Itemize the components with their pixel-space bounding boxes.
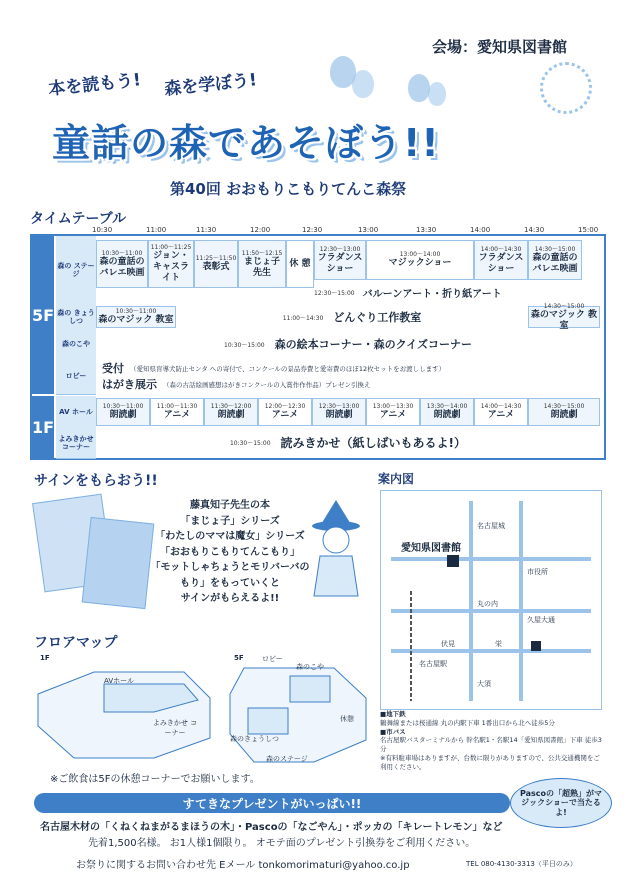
access-title: ■地下鉄 [380,710,406,718]
time-label: 11:00 [146,226,167,234]
event-name: アニメ [163,410,191,421]
event-name: バルーンアート・折り紙アート [362,288,502,300]
event-name: アニメ [379,410,407,421]
event-name: 朗読劇 [217,410,245,421]
sign-line: 藤真知子先生の本 [190,500,270,511]
map-label: 名古屋城 [477,522,505,530]
event-time: 12:30～13:00 [319,245,361,253]
map-rest: 休憩 [340,715,354,723]
sign-line: 「まじょ子」シリーズ [180,515,280,527]
floor-1f: 1F [32,396,54,458]
sign-heading: サインをもらおう!! [34,473,158,489]
av-event [150,398,204,426]
time-label: 12:30 [302,226,323,234]
map-label: 丸の内 [477,600,498,608]
av-event [420,398,474,426]
balloon-icon [428,82,446,106]
contact-email: お祭りに関するお問い合わせ先 Eメール tonkomorimaturi@yahoo.co.jp [76,860,410,871]
guide-map [380,490,602,710]
event-name: アニメ [271,410,299,421]
map-label: 栄 [495,640,502,648]
event-time: 10:30～11:00 [115,308,157,315]
event-name: 朗読劇 [109,410,137,421]
event-name: 森の童話の バレエ映画 [99,256,145,278]
event-name: マジックショー [388,258,452,269]
present-banner-text: すてきなプレゼントがいっぱい!! [182,796,362,811]
event-time: 13:30～14:00 [426,403,468,410]
access-detail: 名古屋駅バスターミナルから 幹名駅1・名駅14「愛知県図書館」下車 徒歩3分 [380,736,602,754]
catchphrase-2: 森を学ぼう! [163,70,258,100]
floor-5f: 5F [32,236,54,394]
event-time: 11:30～12:00 [210,403,252,410]
room-kyoshitsu: 森の きょうしつ [56,304,96,331]
time-label: 10:30 [92,226,113,234]
time-label: 14:30 [524,226,545,234]
map-av-hall: AVホール [104,677,134,685]
av-event [528,398,600,426]
av-event [96,398,150,426]
stage-event [314,240,366,280]
event-name: 森のマジック 教室 [530,309,598,331]
pasco-text: Pascoの「超熟」がマジックショーで当たるよ! [519,788,603,817]
event-time: 14:30～15:00 [543,403,585,410]
event-name: フラダンス ショー [478,252,524,274]
guide-heading: 案内図 [378,472,415,486]
event-time: 14:30～15:00 [534,245,576,253]
stage-event [474,240,528,280]
food-note: ※ご飲食は5Fの休憩コーナーでお願いします。 [50,774,260,785]
event-time: 11:00～14:30 [282,314,324,322]
witch-illustration [306,500,366,600]
present-line-2: 先着1,500名様。 お1人様1個限り。 オモテ面のプレゼント引換券をご利用ください。 [88,838,476,849]
access-detail: 鶴舞線または桜通線 丸の内駅下車 1番出口から北へ徒歩5分 [380,718,555,727]
stage-event [194,240,238,288]
event-time: 12:00～12:30 [264,403,306,410]
event-time: 11:50～12:15 [241,249,283,257]
event-name: フラダンス ショー [317,252,363,274]
event-time: 10:30～15:00 [224,341,265,349]
event-note: （愛知県盲導犬防止センタ への寄付で、コンクールの景品券費と愛寄費のほぼ12枚セットをお渡しします） [130,364,446,373]
stage-event [528,240,582,280]
balloon-icon [408,74,430,102]
event-time: 14:30～15:00 [543,302,585,310]
room-av: AV ホール [56,396,96,429]
kyoshitsu-event [528,302,600,331]
stage-event [148,240,194,288]
subtitle: 第40回 おおもりこもりてんこ森祭 [170,180,407,198]
lobby-exhibit [102,376,598,392]
time-label: 12:00 [250,226,271,234]
timetable [30,234,606,460]
event-name: 表彰式 [202,262,230,273]
balloon-event [314,284,582,300]
event-name: 受付 [102,362,124,375]
map-label: 久屋大通 [527,616,555,624]
floormap-heading: フロアマップ [34,635,118,651]
sign-line: 「おおもりこもりてんこもり」 [160,546,300,558]
floor-label-5f: 5F [234,654,244,662]
event-time: 10:30～11:00 [101,249,143,257]
stage-event [96,240,148,288]
present-banner [34,793,510,813]
kyoshitsu-event [176,308,528,326]
parking-note: ※有料駐車場はありますが、台数に限りがありますので、公共交通機関をご利用ください。 [380,753,600,771]
access-info [380,710,606,771]
av-event [258,398,312,426]
event-time: 13:00～14:00 [399,251,441,258]
event-name: ジョン・ キャスライト [152,251,189,283]
event-name: 森の童話の バレエ映画 [532,252,578,274]
event-time: 14:00～14:30 [480,403,522,410]
event-note: （森の古話絵画感想はがきコンクールの入賞作作作品）プレゼン引換え [163,380,371,389]
time-label: 15:00 [578,226,599,234]
lobby-reception [102,360,598,376]
floor-map [34,654,374,766]
koya-event [96,334,600,354]
map-koya: 森のこや [296,663,324,671]
event-name: 読みきかせ（紙しばいもあるよ!） [280,435,467,450]
event-name: 朗読劇 [325,410,353,421]
event-time: 11:00～11:25 [150,244,192,252]
stage-event [366,240,474,280]
event-time: 11:00～11:30 [156,403,198,410]
room-lobby: ロビー [56,358,96,395]
library-label: 愛知県図書館 [401,539,461,554]
event-name: アニメ [487,410,515,421]
event-time: 14:00～14:30 [480,245,522,253]
map-stage: 森のステージ [266,755,308,763]
balloon-icon [352,70,374,98]
time-label: 13:00 [358,226,379,234]
event-name: はがき展示 [102,378,157,391]
book-cover-image [82,517,155,609]
room-stage: 森の ステージ [56,236,96,305]
event-time: 10:30～15:00 [229,439,271,447]
event-name: 朗読劇 [433,410,461,421]
sun-icon [540,62,592,114]
sign-line: 「わたしのママは魔女」シリーズ [155,531,305,542]
main-title: 童話の森であそぼう!! [52,121,440,165]
floor-label-1f: 1F [40,654,50,662]
event-time: 11:25～11:50 [195,255,237,262]
yomi-event [96,430,600,454]
event-name: どんぐり工作教室 [333,311,422,324]
time-label: 13:30 [416,226,437,234]
event-name: 森のマジック 教室 [98,315,174,326]
event-name: 森の絵本コーナー・森のクイズコーナー [274,338,472,351]
event-name: 休 憩 [289,258,311,269]
contact-tel: TEL 080-4130-3313（平日のみ） [466,860,577,868]
event-name: まじょ子 先生 [243,256,280,278]
kyoshitsu-event [96,306,176,328]
venue-label: 会場：愛知県図書館 [432,38,568,56]
time-label: 14:00 [470,226,491,234]
map-label: 市役所 [527,568,548,576]
stage-event [238,240,286,288]
av-event [366,398,420,426]
access-title: ■市バス [380,727,406,736]
event-time: 13:00～13:30 [372,403,414,410]
event-time: 10:30～11:00 [102,403,144,410]
stage-event [286,240,314,288]
map-label: 名古屋駅 [419,660,447,668]
room-koya: 森のこや [56,330,96,359]
event-time: 12:30～13:00 [318,403,360,410]
room-yomikikase: よみきかせ コーナー [56,428,96,459]
map-yomikikase: よみきかせ コーナー [152,719,198,737]
sign-line: サインがもらえるよ!! [180,593,280,604]
event-name: 朗読劇 [550,410,578,421]
map-label: 大須 [477,680,491,688]
catchphrase-1: 本を読もう! [47,70,142,100]
timetable-heading: タイムテーブル [30,211,127,227]
time-label: 11:30 [196,226,217,234]
map-kyoshitsu: 森のきょうしつ [230,735,279,743]
event-time: 12:30～15:00 [314,289,355,297]
sign-line: もり」をもっていくと [180,577,280,589]
av-event [204,398,258,426]
av-event [312,398,366,426]
av-event [474,398,528,426]
map-label: 伏見 [441,640,455,648]
sign-line: 「モットしゃちょうとモリバーバの [150,562,310,573]
sign-text [150,498,310,607]
present-line-1: 名古屋木材の「くねくねまがるまほうの木」・Pascoの「なごやん」・ポッカの「キレートレモン」など [40,822,503,833]
map-lobby: ロビー [262,655,283,663]
